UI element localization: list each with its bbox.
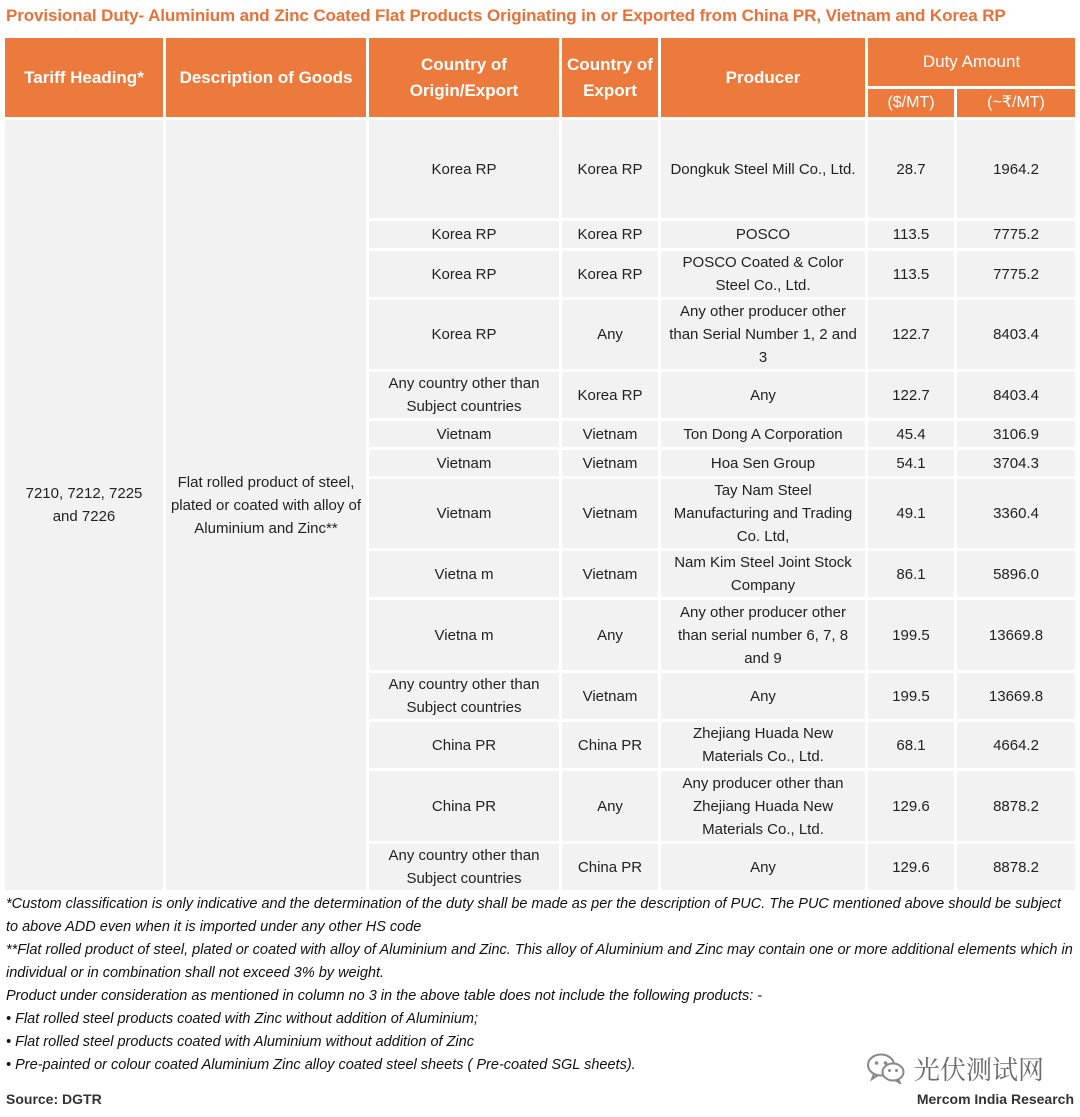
export-cell: Korea RP <box>562 120 658 218</box>
export-cell: Vietnam <box>562 450 658 476</box>
usd-cell: 28.7 <box>868 120 954 218</box>
origin-cell: Korea RP <box>369 120 559 218</box>
inr-cell: 4664.2 <box>957 722 1075 768</box>
footnote-exclusion-item: • Pre-painted or colour coated Aluminium Zinc alloy coated steel sheets ( Pre-coated SGL sheets). <box>6 1057 636 1073</box>
watermark-text: 光伏测试网 <box>914 1055 1045 1086</box>
header-usd-per-mt: ($/MT) <box>868 89 954 117</box>
export-cell: Any <box>562 771 658 841</box>
wechat-icon <box>866 1052 906 1084</box>
inr-cell: 13669.8 <box>957 673 1075 719</box>
export-cell: Korea RP <box>562 372 658 418</box>
inr-cell: 8878.2 <box>957 844 1075 890</box>
origin-cell: Any country other than Subject countries <box>369 844 559 890</box>
producer-cell: Any <box>661 673 865 719</box>
usd-cell: 122.7 <box>868 300 954 369</box>
producer-cell: POSCO <box>661 221 865 248</box>
credit-label: Mercom India Research <box>916 1091 1074 1107</box>
origin-cell: China PR <box>369 771 559 841</box>
producer-cell: Any <box>661 844 865 890</box>
header-inr-per-mt: (~₹/MT) <box>957 89 1075 117</box>
origin-cell: Vietna m <box>369 600 559 670</box>
usd-cell: 86.1 <box>868 551 954 597</box>
inr-cell: 8403.4 <box>957 300 1075 369</box>
producer-cell: Nam Kim Steel Joint Stock Company <box>661 551 865 597</box>
footnote-exclusions-intro: Product under consideration as mentioned in column no 3 in the above table does not include the following products: - <box>6 988 763 1004</box>
footnote-custom-classification: *Custom classification is only indicative and the determination of the duty shall be made as per the description of PUC. The PUC mentioned above should be subject to above ADD even when it is imported under any other HS code <box>6 896 1062 935</box>
usd-cell: 54.1 <box>868 450 954 476</box>
inr-cell: 7775.2 <box>957 221 1075 248</box>
footnote-alloy-definition: **Flat rolled product of steel, plated or coated with alloy of Aluminium and Zinc. This alloy of Aluminium and Zinc may contain one or more additional elements which in individual or in combination shall not exceed 3% by weight. <box>6 942 1073 981</box>
usd-cell: 113.5 <box>868 251 954 297</box>
export-cell: Vietnam <box>562 479 658 548</box>
origin-cell: Vietnam <box>369 479 559 548</box>
producer-cell: Any other producer other than Serial Number 1, 2 and 3 <box>661 300 865 369</box>
producer-cell: Dongkuk Steel Mill Co., Ltd. <box>661 120 865 218</box>
duty-table <box>2 35 1078 893</box>
usd-cell: 122.7 <box>868 372 954 418</box>
producer-cell: Ton Dong A Corporation <box>661 421 865 447</box>
usd-cell: 45.4 <box>868 421 954 447</box>
header-country-of-export: Country of Export <box>562 38 658 117</box>
export-cell: Any <box>562 600 658 670</box>
export-cell: Vietnam <box>562 421 658 447</box>
usd-cell: 199.5 <box>868 673 954 719</box>
origin-cell: China PR <box>369 722 559 768</box>
origin-cell: Vietnam <box>369 450 559 476</box>
header-description: Description of Goods <box>166 38 366 117</box>
usd-cell: 49.1 <box>868 479 954 548</box>
usd-cell: 129.6 <box>868 844 954 890</box>
origin-cell: Any country other than Subject countries <box>369 372 559 418</box>
export-cell: China PR <box>562 844 658 890</box>
description-cell: Flat rolled product of steel, plated or coated with alloy of Aluminium and Zinc** <box>166 120 366 890</box>
export-cell: Korea RP <box>562 251 658 297</box>
origin-cell: Korea RP <box>369 221 559 248</box>
producer-cell: POSCO Coated & Color Steel Co., Ltd. <box>661 251 865 297</box>
export-cell: Vietnam <box>562 551 658 597</box>
export-cell: Vietnam <box>562 673 658 719</box>
source-label: Source: DGTR <box>6 1091 102 1107</box>
origin-cell: Korea RP <box>369 251 559 297</box>
origin-cell: Vietna m <box>369 551 559 597</box>
export-cell: Any <box>562 300 658 369</box>
inr-cell: 3704.3 <box>957 450 1075 476</box>
usd-cell: 113.5 <box>868 221 954 248</box>
export-cell: China PR <box>562 722 658 768</box>
usd-cell: 129.6 <box>868 771 954 841</box>
footnote-exclusion-item: • Flat rolled steel products coated with Zinc without addition of Aluminium; <box>6 1011 478 1027</box>
origin-cell: Korea RP <box>369 300 559 369</box>
usd-cell: 199.5 <box>868 600 954 670</box>
producer-cell: Zhejiang Huada New Materials Co., Ltd. <box>661 722 865 768</box>
producer-cell: Hoa Sen Group <box>661 450 865 476</box>
page-title: Provisional Duty- Aluminium and Zinc Coated Flat Products Originating in or Exported from China PR, Vietnam and Korea RP <box>6 6 1006 25</box>
producer-cell: Tay Nam Steel Manufacturing and Trading Co. Ltd, <box>661 479 865 548</box>
inr-cell: 5896.0 <box>957 551 1075 597</box>
usd-cell: 68.1 <box>868 722 954 768</box>
producer-cell: Any other producer other than serial number 6, 7, 8 and 9 <box>661 600 865 670</box>
header-country-of-origin: Country of Origin/Export <box>369 38 559 117</box>
inr-cell: 7775.2 <box>957 251 1075 297</box>
header-duty-amount: Duty Amount <box>868 38 1075 86</box>
header-tariff-heading: Tariff Heading* <box>5 38 163 117</box>
tariff-heading-cell: 7210, 7212, 7225 and 7226 <box>5 120 163 890</box>
origin-cell: Any country other than Subject countries <box>369 673 559 719</box>
inr-cell: 13669.8 <box>957 600 1075 670</box>
inr-cell: 1964.2 <box>957 120 1075 218</box>
watermark <box>866 1050 1044 1086</box>
producer-cell: Any <box>661 372 865 418</box>
header-producer: Producer <box>661 38 865 117</box>
origin-cell: Vietnam <box>369 421 559 447</box>
inr-cell: 3106.9 <box>957 421 1075 447</box>
export-cell: Korea RP <box>562 221 658 248</box>
producer-cell: Any producer other than Zhejiang Huada New Materials Co., Ltd. <box>661 771 865 841</box>
inr-cell: 8878.2 <box>957 771 1075 841</box>
inr-cell: 8403.4 <box>957 372 1075 418</box>
inr-cell: 3360.4 <box>957 479 1075 548</box>
footnote-exclusion-item: • Flat rolled steel products coated with Aluminium without addition of Zinc <box>6 1034 474 1050</box>
